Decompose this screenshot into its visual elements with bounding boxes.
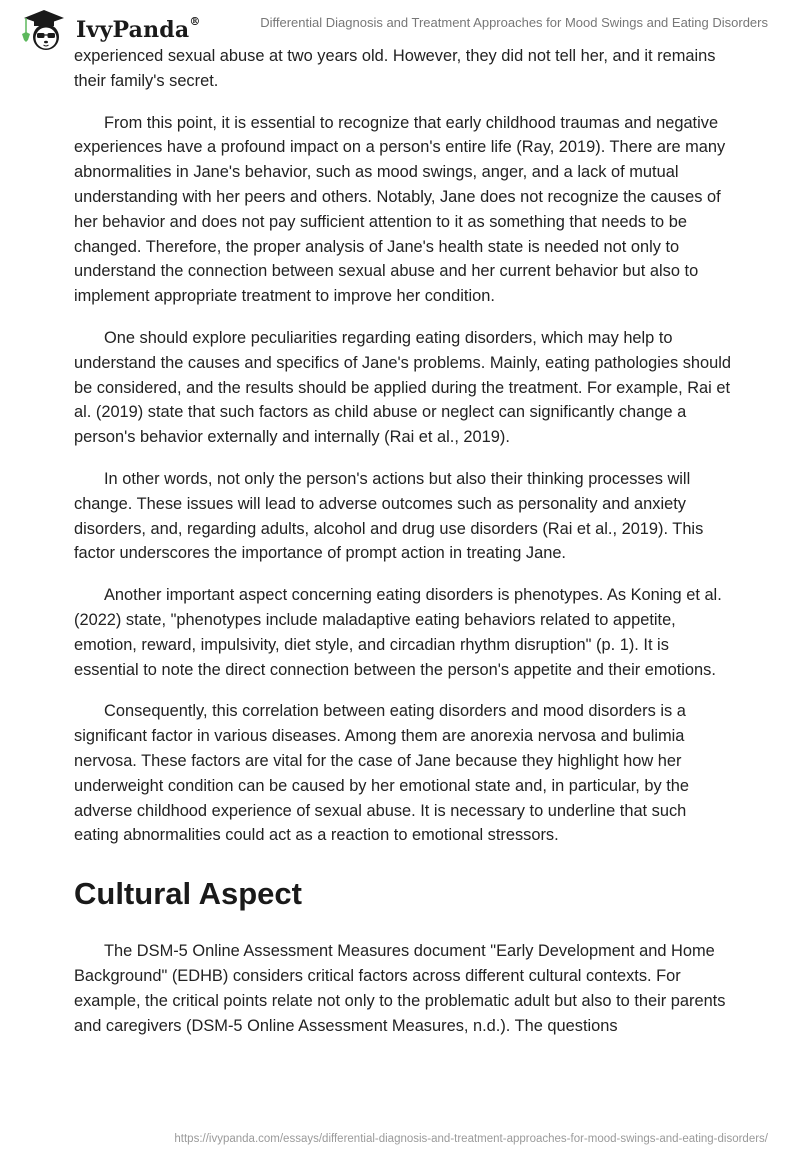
paragraph: One should explore peculiarities regarding eating disorders, which may help to understand the causes and specifics of Jane's problems. Mainly, eating pathologies should be considered, and the results should be applied during the treatment. For example, Rai et al. (2019) state that such factors as child abuse or neglect can significantly change a person's behavior externally and internally (Rai et al., 2019). [74, 328, 732, 447]
section-heading: Cultural Aspect [74, 876, 302, 912]
paragraph: Another important aspect concerning eating disorders is phenotypes. As Koning et al. (2022) state, "phenotypes include maladaptive eating behaviors related to appetite, emotion, reward, impulsivity, diet style, and circadian rhythm disruption" (p. 1). It is essential to note the direct connection between the person's appetite and their emotions. [74, 586, 722, 679]
source-url[interactable]: https://ivypanda.com/essays/differential-diagnosis-and-treatment-approaches-for-mood-swings-and-eating-disorders/ [174, 1133, 768, 1145]
essay-body [74, 44, 734, 1055]
brand-name: IvyPanda® [76, 15, 201, 43]
paragraph: experienced sexual abuse at two years old. However, they did not tell her, and it remains their family's secret. [74, 47, 716, 90]
paragraph: In other words, not only the person's actions but also their thinking processes will change. These issues will lead to adverse outcomes such as personality and anxiety disorders, and, regarding adults, alcohol and drug use disorders (Rai et al., 2019). This factor underscores the importance of prompt action in treating Jane. [74, 469, 704, 563]
paragraph: From this point, it is essential to recognize that early childhood traumas and negative experiences have a profound impact on a person's entire life (Ray, 2019). There are many abnormalities in Jane's behavior, such as mood swings, anger, and a lack of mutual understanding with her peers and others. Notably, Jane does not recognize the causes of her behavior and does not pay sufficient attention to it as something that needs to be changed. Therefore, the proper analysis of Jane's health state is needed not only to understand the connection between sexual abuse and her current behavior but also to implement appropriate treatment to improve her condition. [74, 113, 726, 306]
panda-graduation-cap-icon [20, 8, 68, 52]
paragraph: Consequently, this correlation between eating disorders and mood disorders is a significant factor in various diseases. Among them are anorexia nervosa and bulimia nervosa. These factors are vital for the case of Jane because they highlight how her underweight condition can be caused by her emotional state and, in particular, by the adverse childhood experience of sexual abuse. It is necessary to underline that such eating abnormalities could act as a reaction to emotional stressors. [74, 702, 690, 845]
registered-mark: ® [189, 15, 201, 28]
document-title: Differential Diagnosis and Treatment Approaches for Mood Swings and Eating Disorders [260, 15, 768, 30]
paragraph: The DSM-5 Online Assessment Measures document "Early Development and Home Background" (EDHB) considers critical factors across different cultural contexts. For example, the critical points relate not only to the problematic adult but also to their parents and caregivers (DSM-5 Online Assessment Measures, n.d.). The questions [74, 942, 726, 1035]
